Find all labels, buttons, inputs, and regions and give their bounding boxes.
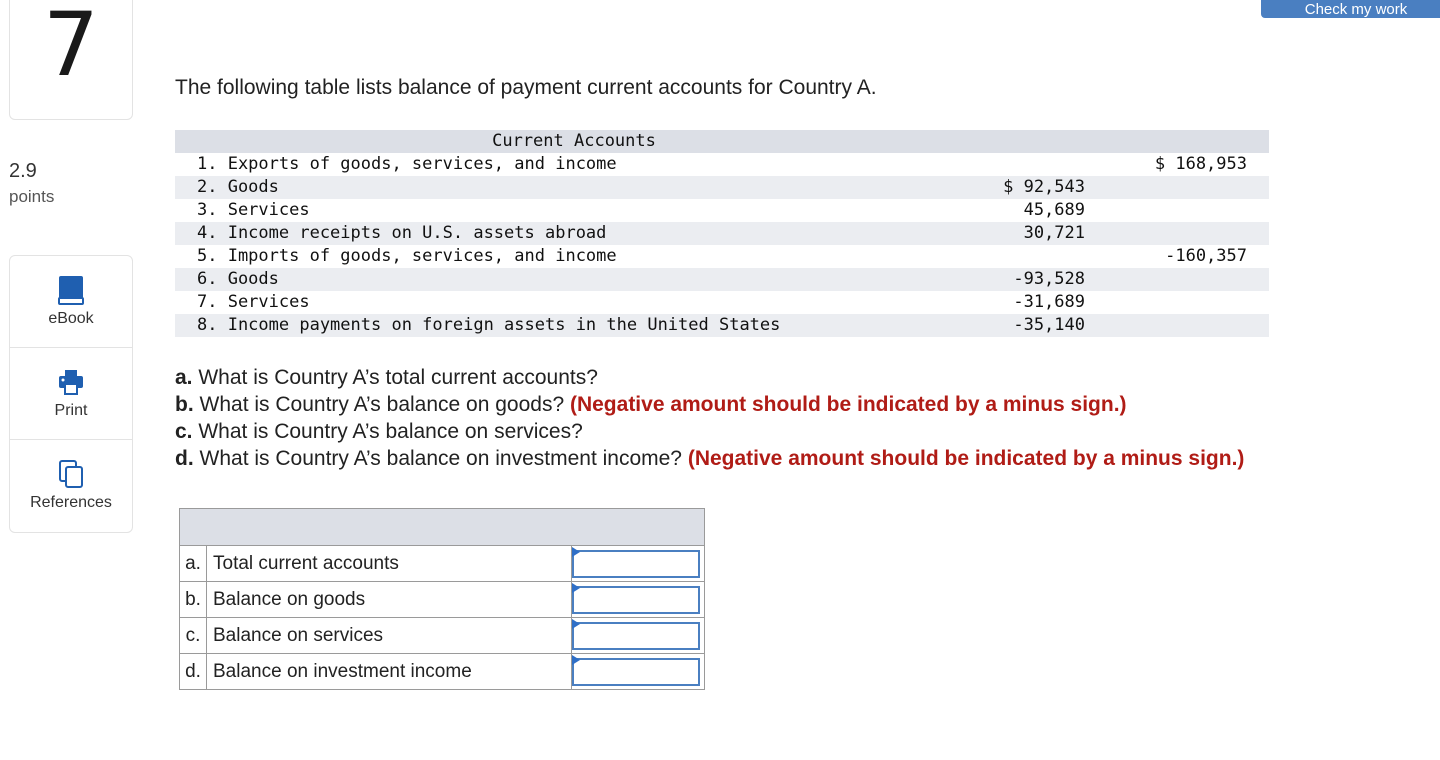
answer-row: [180, 546, 705, 582]
points-value: 2.9: [9, 160, 37, 182]
question-a: [175, 364, 1244, 391]
references-label: References: [30, 494, 112, 511]
question-text: What is Country A’s balance on investment income?: [199, 447, 682, 470]
question-note: (Negative amount should be indicated by a minus sign.): [569, 393, 1127, 416]
table-row: [175, 268, 1269, 291]
table-row: [175, 222, 1269, 245]
printer-icon: [57, 366, 85, 398]
question-list: [175, 364, 1244, 472]
copy-icon: [57, 458, 85, 490]
print-label: Print: [54, 402, 88, 419]
row-value: 45,689: [1023, 200, 1085, 220]
balance-on-goods-input[interactable]: [572, 586, 700, 614]
total-current-accounts-input[interactable]: [572, 550, 700, 578]
flag-icon: [572, 547, 580, 557]
row-value: $ 92,543: [1003, 177, 1085, 197]
answer-label: Total current accounts: [207, 546, 572, 582]
answer-table-header: [180, 509, 705, 546]
question-letter: a.: [175, 366, 193, 389]
question-letter: c.: [175, 420, 193, 443]
flag-icon: [572, 655, 580, 665]
answer-letter: c.: [180, 618, 207, 654]
question-intro: The following table lists balance of payment current accounts for Country A.: [175, 76, 877, 99]
question-text: What is Country A’s total current accounts?: [198, 366, 598, 389]
table-row: [175, 314, 1269, 337]
print-button[interactable]: [10, 347, 132, 439]
answer-table: [179, 508, 705, 690]
row-label: 2. Goods: [197, 177, 279, 197]
question-number: 7: [43, 0, 99, 96]
row-label: 1. Exports of goods, services, and income: [197, 154, 617, 174]
ebook-button[interactable]: [10, 256, 132, 347]
answer-label: Balance on services: [207, 618, 572, 654]
table-header: Current Accounts: [175, 130, 1269, 153]
table-row: [175, 291, 1269, 314]
row-value: 30,721: [1023, 223, 1085, 243]
answer-label: Balance on goods: [207, 582, 572, 618]
row-label: 5. Imports of goods, services, and income: [197, 246, 617, 266]
row-label: 4. Income receipts on U.S. assets abroad: [197, 223, 607, 243]
question-text: What is Country A’s balance on services?: [198, 420, 583, 443]
answer-cell: [572, 582, 705, 618]
row-total: -160,357: [1165, 246, 1247, 266]
ebook-label: eBook: [48, 310, 94, 327]
flag-icon: [572, 619, 580, 629]
row-label: 3. Services: [197, 200, 310, 220]
answer-row: [180, 618, 705, 654]
answer-letter: d.: [180, 654, 207, 690]
question-note: (Negative amount should be indicated by a minus sign.): [687, 447, 1245, 470]
check-my-work-button[interactable]: Check my work: [1261, 0, 1440, 18]
answer-letter: b.: [180, 582, 207, 618]
table-row: [175, 176, 1269, 199]
table-row: [175, 199, 1269, 222]
points-label: points: [9, 187, 55, 206]
question-c: [175, 418, 1244, 445]
row-value: -93,528: [1013, 269, 1085, 289]
row-total: $ 168,953: [1154, 154, 1247, 174]
balance-on-services-input[interactable]: [572, 622, 700, 650]
row-label: 7. Services: [197, 292, 310, 312]
row-value: -35,140: [1013, 315, 1085, 335]
answer-cell: [572, 618, 705, 654]
current-accounts-table: [175, 130, 1269, 337]
question-d: [175, 445, 1244, 472]
flag-icon: [572, 583, 580, 593]
table-row: [175, 245, 1269, 268]
answer-cell: [572, 546, 705, 582]
question-b: [175, 391, 1244, 418]
table-row: [175, 153, 1269, 176]
row-label: 6. Goods: [197, 269, 279, 289]
references-button[interactable]: [10, 439, 132, 531]
answer-cell: [572, 654, 705, 690]
question-number-card: [9, 0, 133, 120]
answer-letter: a.: [180, 546, 207, 582]
answer-label: Balance on investment income: [207, 654, 572, 690]
tools-panel: [9, 255, 133, 533]
question-letter: b.: [175, 393, 194, 416]
book-icon: [57, 274, 85, 306]
row-value: -31,689: [1013, 292, 1085, 312]
answer-row: [180, 582, 705, 618]
balance-on-investment-income-input[interactable]: [572, 658, 700, 686]
question-text: What is Country A’s balance on goods?: [199, 393, 565, 416]
row-label: 8. Income payments on foreign assets in the United States: [197, 315, 781, 335]
question-letter: d.: [175, 447, 194, 470]
answer-row: [180, 654, 705, 690]
